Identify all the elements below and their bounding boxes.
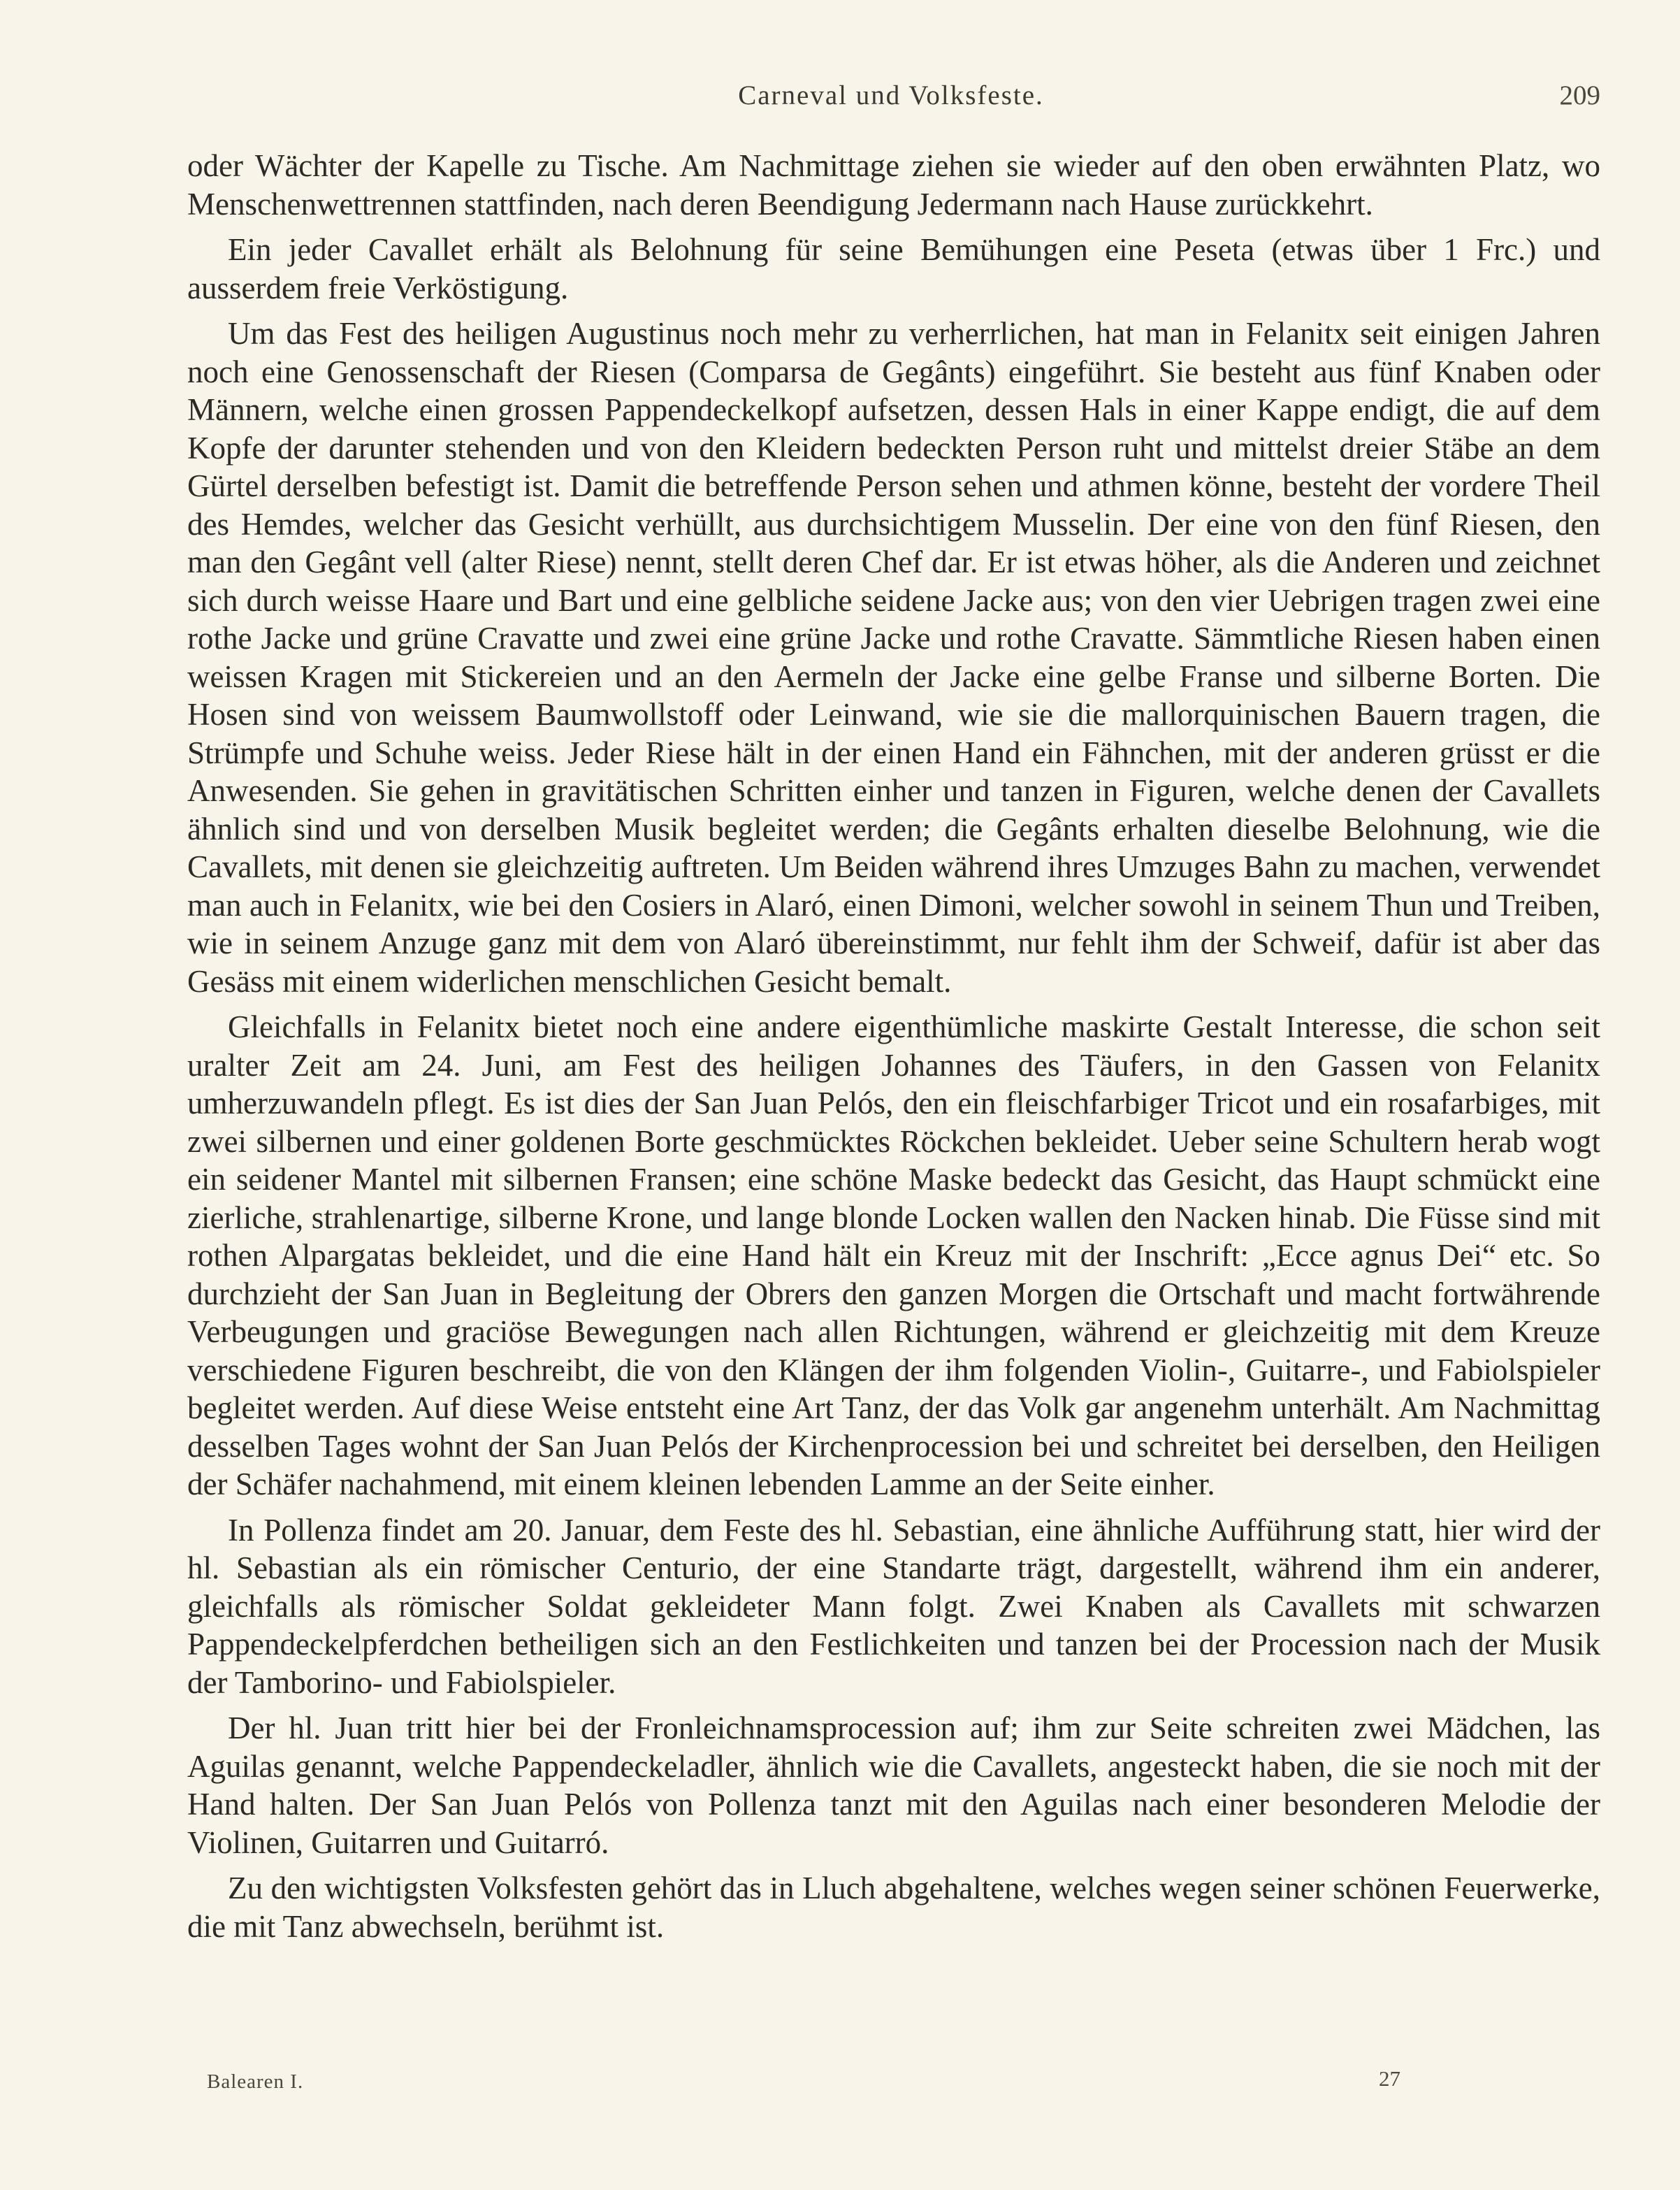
paragraph: Gleichfalls in Felanitx bietet noch eine andere eigenthümliche maskirte Gestalt Interesse, die schon seit uralter Zeit am 24. Juni, am Fest des heiligen Johannes des Täufers, in den Gassen von Felanitx umherzuwandeln pflegt. Es ist dies der San Juan Pelós, den ein fleischfarbiger Tricot und ein rosafarbiges, mit zwei silbernen und einer goldenen Borte geschmücktes Röckchen bekleidet. Ueber seine Schultern herab wogt ein seidener Mantel mit silbernen Fransen; eine schöne Maske bedeckt das Gesicht, das Haupt schmückt eine zierliche, strahlenartige, silberne Krone, und lange blonde Locken wallen den Nacken hinab. Die Füsse sind mit rothen Alpargatas bekleidet, und die eine Hand hält ein Kreuz mit der Inschrift: „Ecce agnus Dei“ etc. So durchzieht der San Juan in Begleitung der Obrers den ganzen Morgen die Ortschaft und macht fortwährende Verbeugungen und graciöse Bewegungen nach allen Richtungen, während er gleichzeitig mit dem Kreuze verschiedene Figuren beschreibt, die von den Klängen der ihm folgenden Violin-, Guitarre-, und Fabiolspieler begleitet werden. Auf diese Weise entsteht eine Art Tanz, der das Volk gar angenehm unterhält. Am Nachmittag desselben Tages wohnt der San Juan Pelós der Kirchenprocession bei und schreitet bei derselben, den Heiligen der Schäfer nachahmend, mit einem kleinen lebenden Lamme an der Seite einher. (187, 1009, 1600, 1501)
paragraph: Der hl. Juan tritt hier bei der Fronleichnamsprocession auf; ihm zur Seite schreiten zwei Mädchen, las Aguilas genannt, welche Pappendeckeladler, ähnlich wie die Cavallets, angesteckt haben, die sie noch mit der Hand halten. Der San Juan Pelós von Pollenza tanzt mit den Aguilas nach einer besonderen Melodie der Violinen, Guitarren und Guitarró. (187, 1710, 1600, 1860)
chapter-title: Carneval und Volksfeste. (738, 80, 1044, 110)
paragraph: Ein jeder Cavallet erhält als Belohnung für seine Bemühungen eine Peseta (etwas über 1 Frc.) und ausserdem freie Verköstigung. (187, 232, 1600, 305)
running-head (182, 80, 1600, 122)
paragraph: Zu den wichtigsten Volksfesten gehört das in Lluch abgehaltene, welches wegen seiner schönen Feuerwerke, die mit Tanz abwechseln, berühmt ist. (187, 1871, 1600, 1944)
paragraph: oder Wächter der Kapelle zu Tische. Am Nachmittage ziehen sie wieder auf den oben erwähnten Platz, wo Menschenwettrennen stattfinden, nach deren Beendigung Jedermann nach Hause zurückkehrt. (187, 148, 1600, 222)
printer-signature: Balearen I. (207, 2070, 304, 2093)
body-text (187, 147, 1600, 1953)
paragraph: In Pollenza findet am 20. Januar, dem Feste des hl. Sebastian, eine ähnliche Aufführung statt, hier wird der hl. Sebastian als ein römischer Centurio, der eine Standarte trägt, dargestellt, während ihm ein anderer, gleichfalls als römischer Soldat gekleideter Mann folgt. Zwei Knaben als Cavallets mit schwarzen Pappendeckelpferdchen betheiligen sich an den Festlichkeiten und tanzen bei der Procession nach der Musik der Tamborino- und Fabiolspieler. (187, 1512, 1600, 1700)
page-number: 209 (1559, 80, 1600, 110)
page-footer (187, 2066, 1600, 2105)
sheet-number: 27 (1379, 2066, 1400, 2091)
paragraph: Um das Fest des heiligen Augustinus noch mehr zu verherrlichen, hat man in Felanitx seit einigen Jahren noch eine Genossenschaft der Riesen (Comparsa de Gegânts) eingeführt. Sie besteht aus fünf Knaben oder Männern, welche einen grossen Pappendeckelkopf aufsetzen, dessen Hals in einer Kappe endigt, die auf dem Kopfe der darunter stehenden und von den Kleidern bedeckten Person ruht und mittelst dreier Stäbe an dem Gürtel derselben befestigt ist. Damit die betreffende Person sehen und athmen könne, besteht der vordere Theil des Hemdes, welcher das Gesicht verhüllt, aus durchsichtigem Musselin. Der eine von den fünf Riesen, den man den Gegânt vell (alter Riese) nennt, stellt deren Chef dar. Er ist etwas höher, als die Anderen und zeichnet sich durch weisse Haare und Bart und eine gelbliche seidene Jacke aus; von den vier Uebrigen tragen zwei eine rothe Jacke und grüne Cravatte und zwei eine grüne Jacke und rothe Cravatte. Sämmtliche Riesen haben einen weissen Kragen mit Stickereien und an den Aermeln der Jacke eine gelbe Franse und silberne Borten. Die Hosen sind von weissem Baumwollstoff oder Leinwand, wie sie die mallorquinischen Bauern tragen, die Strümpfe und Schuhe weiss. Jeder Riese hält in der einen Hand ein Fähnchen, mit der anderen grüsst er die Anwesenden. Sie gehen in gravitätischen Schritten einher und tanzen in Figuren, welche denen der Cavallets ähnlich sind und von derselben Musik begleitet werden; die Gegânts erhalten dieselbe Belohnung, wie die Cavallets, mit denen sie gleichzeitig auftreten. Um Beiden während ihres Umzuges Bahn zu machen, verwendet man auch in Felanitx, wie bei den Cosiers in Alaró, einen Dimoni, welcher sowohl in seinem Thun und Treiben, wie in seinem Anzuge ganz mit dem von Alaró übereinstimmt, nur fehlt ihm der Schweif, dafür ist aber das Gesäss mit einem widerlichen menschlichen Gesicht bemalt. (187, 316, 1600, 999)
